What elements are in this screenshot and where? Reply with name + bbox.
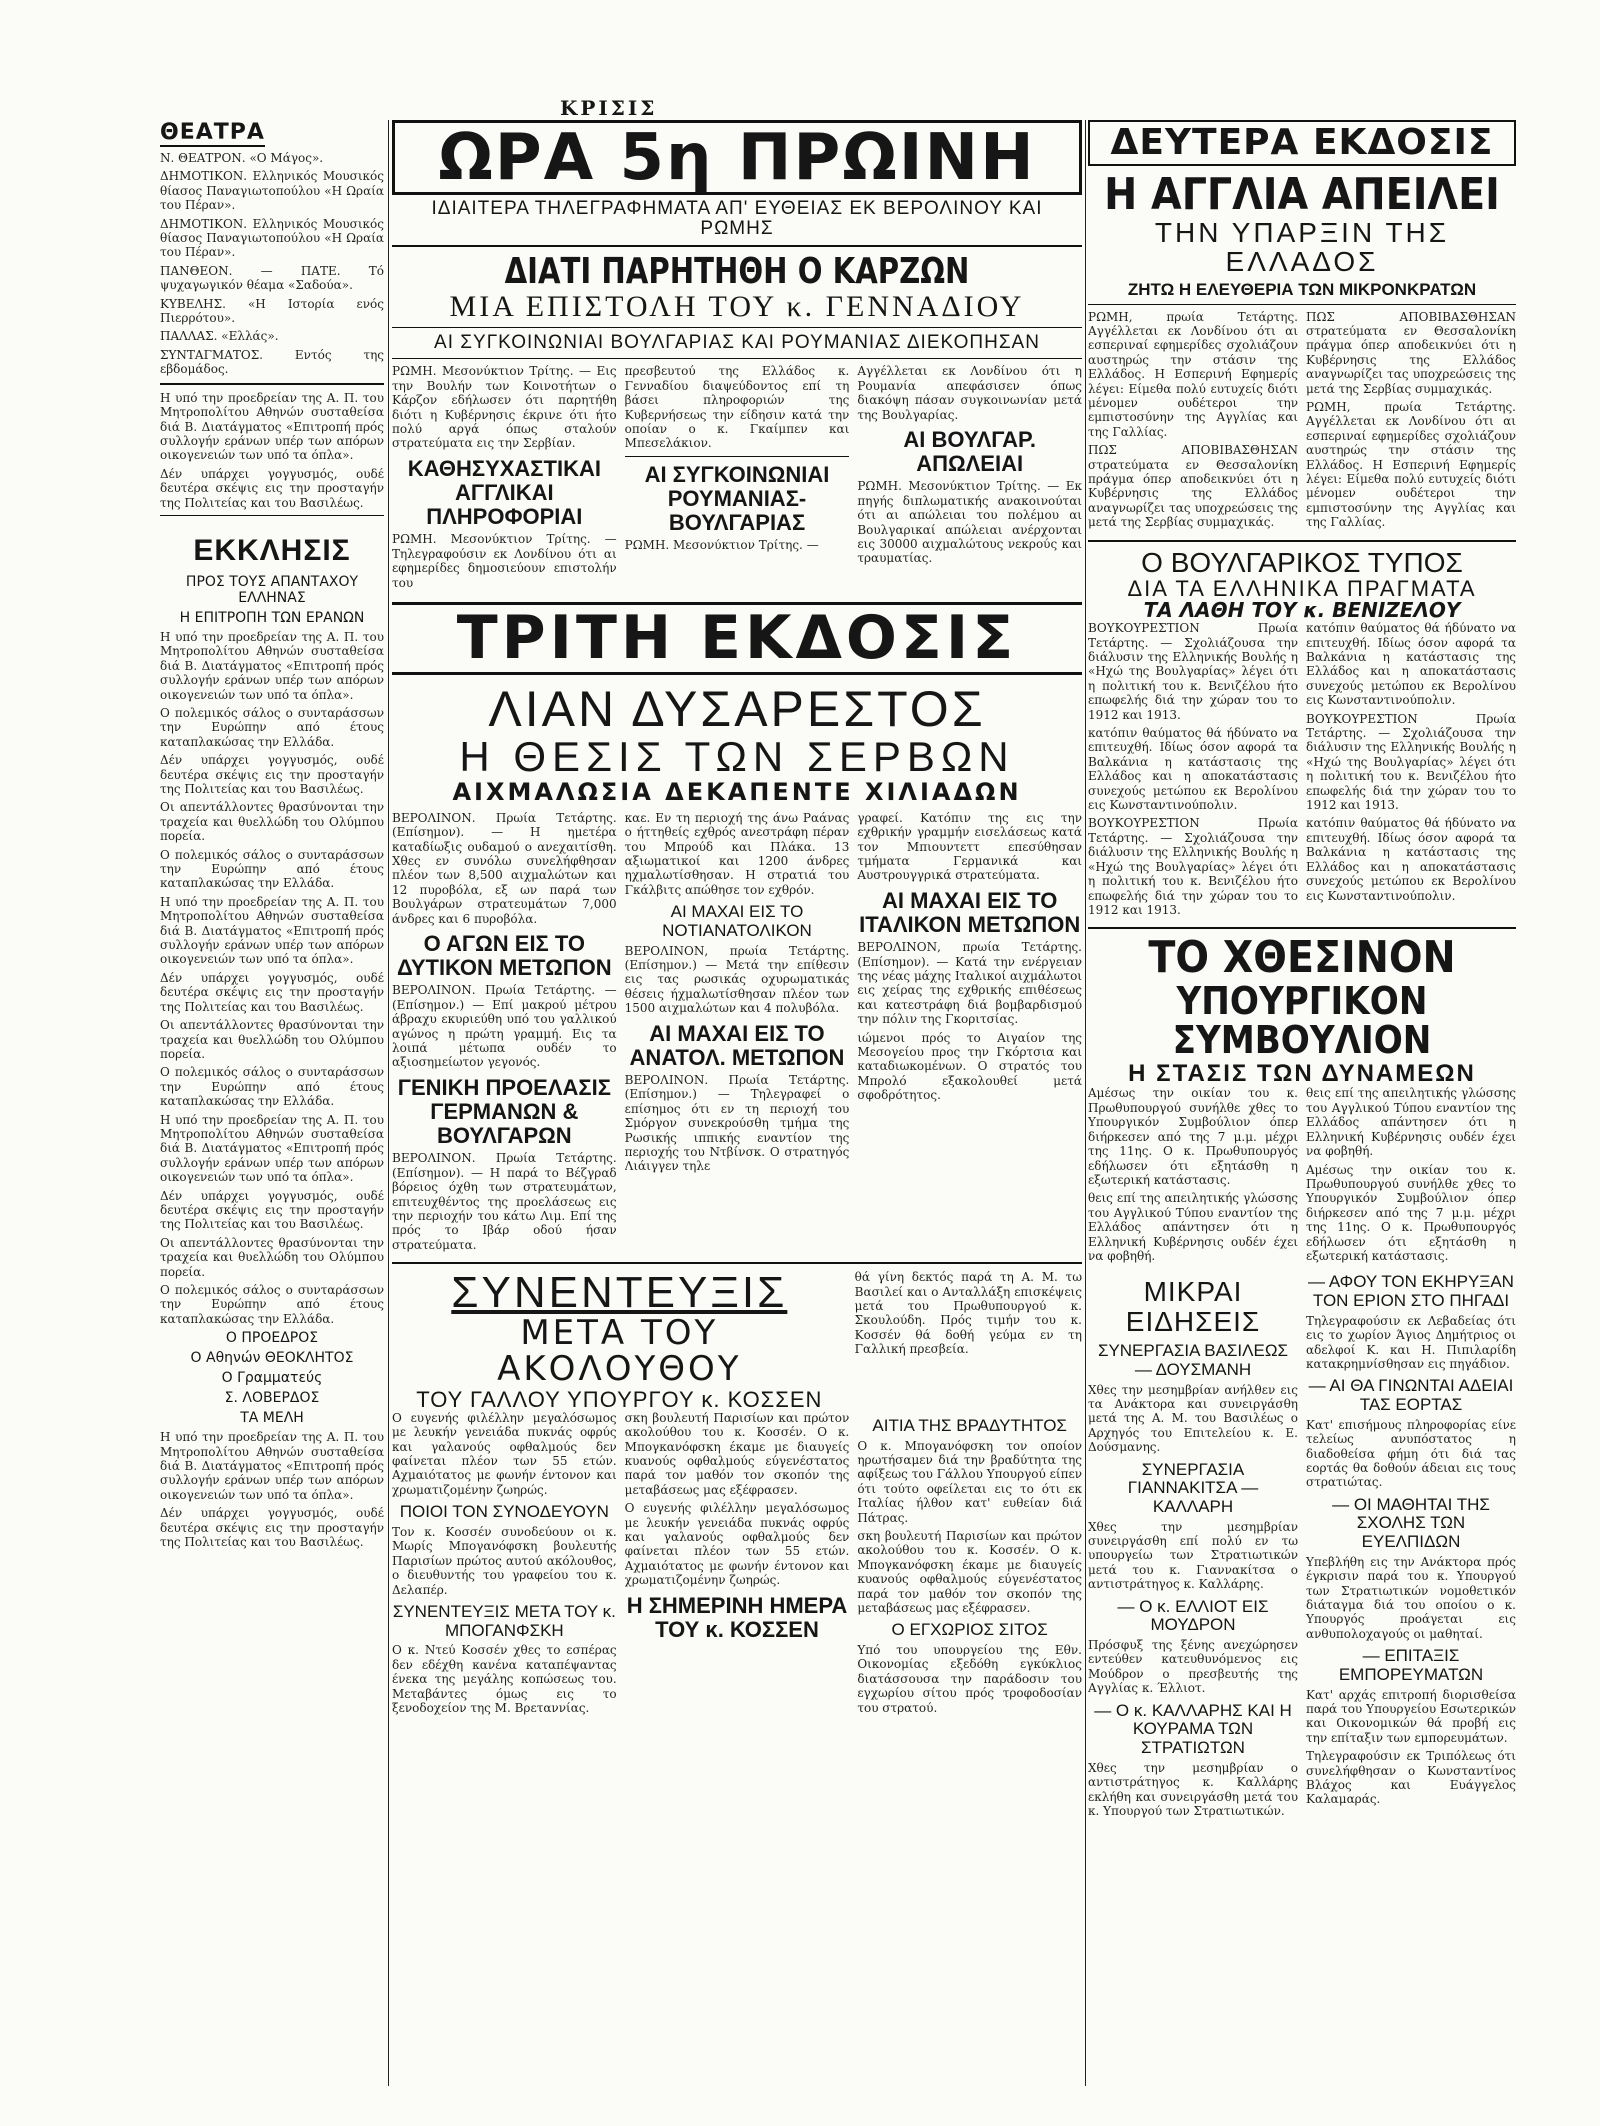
headline-forces-stance: Η ΣΤΑΣΙΣ ΤΩΝ ΔΥΝΑΜΕΩΝ [1128, 1060, 1476, 1088]
article-text: κατόπιν θαύματος θά ήδύνατο να επιτευχθή. Ιδίως όσον αφορά τα Βαλκάνια η κατάστασις της Ελλάδος και η αποκατάστασις συνεχούς μετώπου εκ Βερολίνου εις Κωνσταντινούπολιν. [1088, 726, 1298, 813]
news-grid-short [1088, 1267, 1516, 1822]
theatre-item: ΠΑΛΛΑΣ. «Ελλάς». [160, 329, 279, 344]
subhead-requisition: — ΕΠΙΤΑΞΙΣ ΕΜΠΟΡΕΥΜΑΤΩΝ [1338, 1646, 1484, 1684]
article-text: θεις επί της απειλητικής γλώσσης του Αγγλικού Τύπου εναντίον της Ελλάδος απάντησεν ότι η Ελληνική Κυβέρνησις ουδέν έχει να φοβηθή. [1088, 1191, 1298, 1263]
headline-bulgarian-press: Ο ΒΟΥΛΓΑΡΙΚΟΣ ΤΥΠΟΣ [1141, 546, 1463, 578]
news-grid-bulgarian [1088, 621, 1516, 921]
article-text: ΡΩΜΗ. Μεσονύκτιον Τρίτης. — Εις την Βουλήν των Κοινοτήτων ο Κάρζον εδήλωσεν ότι παρητήθη διότι η Κυβέρνησις έκρινε ότι ήτο πολύ αργά όπως σταλούν στρατεύματα εις την Σερβίαν. [392, 364, 617, 451]
article-text: ΒΟΥΚΟΥΡΕΣΤΙΟΝ Πρωία Τετάρτης. — Σχολιάζουσα την διάλυσιν της Ελληνικής Βουλής η «Ηχώ της Βουλγαρίας» λέγει ότι η πολιτική του κ. Βενιζέλου ήτο επωφελής διά την χώραν του το 1912 και 1913. [1306, 711, 1516, 813]
secretary-label: Ο Γραμματεύς [221, 1370, 323, 1387]
left-column [160, 120, 384, 2086]
headline-very-unfavorable: ΛΙΑΝ ΔΥΣΑΡΕΣΤΟΣ [488, 680, 986, 737]
headline-long-live: ΖΗΤΩ Η ΕΛΕΥΘΕΡΙΑ ΤΩΝ ΜΙΚΡΟΝΚΡΑΤΩΝ [1127, 279, 1477, 299]
article-text: Κατ' επισήμους πληροφορίας είνε τελείως ανυπόστατος η διαδοθείσα φήμη ότι διά τας εορτάς θα δοθούν άδειαι εις τους στρατιώτας. [1306, 1417, 1516, 1490]
interview-header-row [392, 1270, 1082, 1411]
subhead-well: — ΑΦΟΥ ΤΟΝ ΕΚΗΡΥΞΑΝ ΤΟΝ ΕΡΙΟΝ ΣΤΟ ΠΗΓΑΔΙ [1308, 1272, 1514, 1311]
article-text: Αμέσως την οικίαν του κ. Πρωθυπουργού συνήλθε χθες το Υπουργικόν Συμβούλιον όπερ διήρκεσεν από της 7 μ.μ. μέχρι της 11ης. Ο κ. Πρωθυπουργός εδήλωσεν ότι εξητάσθη η εξωτερική κατάστασις. [1306, 1162, 1516, 1263]
headline-eastern-front: ΑΙ ΜΑΧΑΙ ΕΙΣ ΤΟ ΑΝΑΤΟΛ. ΜΕΤΩΠΟΝ [629, 1020, 845, 1070]
president-label: Ο ΠΡΟΕΔΡΟΣ [225, 1330, 319, 1347]
headline-england-threatens: Η ΑΓΓΛΙΑ ΑΠΕΙΛΕΙ [1104, 168, 1500, 220]
article-text: Ο κ. Μπογανόφσκη τον οποίον ηρωτήσαμεν διά την βραδύτητα της αφίξεως του Γάλλου Υπουργού είπεν ότι τούτο οφείλεται εις το ότι εκ Ιταλίας ήλθον κατ' ευθείαν διά Πάτρας. [857, 1438, 1082, 1525]
article-text: Τηλεγραφούσιν εκ Λεβαδείας ότι εις το χωρίον Άγιος Δημήτριος οι αδελφοί Κ. και Η. Πιπιλαρίδη κατακρημνίσθησαν εις πηγάδιον. [1306, 1313, 1516, 1371]
appeal-text: Οι απεντάλλοντες θρασύνονται την τραχεία και θυελλώδη του Ολύμπου πορεία. [160, 800, 384, 844]
subhead-king: ΣΥΝΕΡΓΑΣΙΑ ΒΑΣΙΛΕΩΣ — ΔΟΥΣΜΑΝΗ [1097, 1341, 1289, 1379]
article-text: ΒΕΡΟΛΙΝΟΝ. Πρωία Τετάρτης. (Επίσημον). — Η ημετέρα καταδίωξις ουδαμού ο ανεχαιτίσθη. Χθες εν συνόλω συνελήφθησαν πλέον των 8,500 αιχμαλώτων και 12 πυροβόλα, εξ ων παρά των Βουλγάρων στρατευμάτων 7,000 άνδρες και 6 πυροβόλα. [392, 810, 617, 926]
headline-letter: ΜΙΑ ΕΠΙΣΤΟΛΗ ΤΟΥ κ. ΓΕΝΝΑΔΙΟΥ [449, 289, 1025, 323]
subhead-leaves: — ΑΙ ΘΑ ΓΙΝΩΝΤΑΙ ΑΔΕΙΑΙ ΤΑΣ ΕΟΡΤΑΣ [1308, 1376, 1514, 1415]
article-text: ΡΩΜΗ. Μεσονύκτιον Τρίτης. — Εκ πηγής διπλωματικής ανακοινούται ότι αι απώλειαι του πολέμου αι Βουλγαρικαί απώλειαι ανέρχονται εις 30000 αιχμαλώτους νεκρούς και τραυματίας. [857, 479, 1082, 566]
news-grid-war [392, 811, 1082, 1256]
appeal-text: Δέν υπάρχει γογγυσμός, ουδέ δευτέρα σκέψις εις την προσταγήν της Πολιτείας και του Βασιλέως. [160, 753, 384, 796]
headline-yesterdays: ΤΟ ΧΘΕΣΙΝΟΝ [1148, 932, 1456, 984]
divider [392, 358, 1082, 359]
headline-reassuring: ΚΑΘΗΣΥΧΑΣΤΙΚΑΙ ΑΓΓΛΙΚΑΙ ΠΛΗΡΟΦΟΡΙΑΙ [407, 455, 601, 530]
news-grid-interview [392, 1411, 1082, 1720]
article-text: ΒΟΥΚΟΥΡΕΣΤΙΟΝ Πρωία Τετάρτης. — Σχολιάζουσα την διάλυσιν της Ελληνικής Βουλής η «Ηχώ της Βουλγαρίας» λέγει ότι η πολιτική του κ. Βενιζέλου ήτο επωφελής διά την χώραν του το 1912 και 1913. [1088, 621, 1298, 722]
masthead: ΚΡΙΣΙΣ [560, 96, 658, 120]
headline-venizelos-mistakes: ΤΑ ΛΑΘΗ ΤΟΥ κ. ΒΕΝΙΖΕΛΟΥ [1143, 598, 1461, 623]
subhead-elliot: — Ο κ. ΕΛΛΙΟΤ ΕΙΣ ΜΟΥΔΡΟΝ [1117, 1596, 1269, 1635]
theatre-item: ΠΑΝΘΕΟΝ. — ΠΑΤΕ. Τό ψυχαγωγικόν θέαμα «Σαδούα». [160, 263, 384, 293]
headline-interview: ΣΥΝΕΝΤΕΥΞΙΣ [451, 1268, 788, 1318]
president-name: Ο Αθηνών ΘΕΟΚΛΗΤΟΣ [190, 1350, 354, 1367]
article-text: Κατ' αρχάς επιτροπή διορισθείσα παρά του Υπουργείου Εσωτερικών και Οικονομικών θά προβή εις την επίταξιν των εμπορευμάτων. [1306, 1687, 1516, 1745]
article-text: Χθες την μεσημβρίαν ο αντιστράτηγος κ. Καλλάρης εκλήθη και συνειργάσθη μετά του κ. Υπουργού των Στρατιωτικών. [1088, 1760, 1298, 1818]
article-text: Υπό του υπουργείου της Εθν. Οικονομίας εξεδόθη εγκύκλιος διατάσσουσα την παράδοσιν του εγχωρίου σίτου πρός τροφοδοσίαν του στρατού. [857, 1643, 1082, 1715]
appeal-text: Δέν υπάρχει γογγυσμός, ουδέ δευτέρα σκέψις εις την προσταγήν της Πολιτείας και του Βασιλέως. [160, 970, 384, 1014]
article-text: Αγγέλλεται εκ Λονδίνου ότι η Ρουμανία απεφάσισεν όπως διακόψη πάσαν συγκοινωνίαν μετά της Βουλγαρίας. [857, 364, 1082, 422]
article-text: ιώμενοι πρός το Αιγαίον της Μεσογείου προς την Γκόρτσια και καταδιωκομένων. Ο στρατός του Μπρολό εξακολουθεί μετά σφοδρότητος. [857, 1030, 1082, 1103]
theatre-item: ΚΥΒΕΛΗΣ. «Η Ιστορία ενός Πιερρότου». [160, 296, 384, 326]
article-text: Ο ευγενής φιλέλλην μεγαλόσωμος με λευκήν γενειάδα πυκνάς οφρύς και γαλανούς οφθαλμούς δεν φαίνεται πλέον των 55 ετών. Αχμαιότατος με φωνήν έντονον και χρωματιζομένην ζωηρώς. [624, 1501, 850, 1588]
theatre-item: ΔΗΜΟΤΙΚΟΝ. Ελληνικός Μουσικός θίασος Παναγιωτοπούλου «Η Ωραία του Πέραν». [160, 169, 384, 213]
headline-second-edition: ΔΕΥΤΕΡΑ ΕΚΔΟΣΙΣ [1088, 120, 1516, 166]
theatre-item: Ν. ΘΕΑΤΡΟΝ. «Ο Μάγος». [160, 151, 324, 165]
appeal-text: Ο πολεμικός σάλος ο συνταράσσων την Ευρώπην από έτους καταπλακώσας την Ελλάδα. [160, 705, 384, 749]
headline-interview-mpog: ΣΥΝΕΝΤΕΥΞΙΣ ΜΕΤΑ ΤΟΥ κ. ΜΠΟΓΑΝΦΣΚΗ [392, 1601, 616, 1640]
headline-escorts: ΠΟΙΟΙ ΤΟΝ ΣΥΝΟΔΕΥΟΥΝ [399, 1502, 609, 1522]
news-grid-cabinet [1088, 1086, 1516, 1267]
headline-karzon: ΔΙΑΤΙ ΠΑΡΗΤΗΘΗ Ο ΚΑΡΖΩΝ [504, 251, 970, 293]
headline-bulgarian-losses: ΑΙ ΒΟΥΛΓΑΡ. ΑΠΩΛΕΙΑΙ [903, 426, 1036, 477]
article-text: ΒΕΡΟΛΙΝΟΝ. Πρωία Τετάρτης. (Επίσημον). — Η παρά το Βέζγραδ βόρειος όχθη των στρατευμάτων, επιτευχθέντος της προελάσεως εις την περιοχήν του κάτω Λιμ. Επί της πρός το Ιβάρ οδού ήσαν στρατεύματα. [392, 1151, 617, 1252]
article-text: ΠΩΣ ΑΠΟΒΙΒΑΣΘΗΣΑΝ στρατεύματα εν Θεσσαλονίκη πράγμα όπερ αποδεικνύει ότι η Κυβέρνησις της Ελλάδος αναγνωρίζει τας υποχρεώσεις της μετά της Σερβίας συμμαχικάς. [1088, 443, 1298, 530]
article-text: πρεσβευτού της Ελλάδος κ. Γενναδίου διαψεύδοντος επί τη βάσει πληροφοριών της Κυβερνήσεως την είδησιν κατά την οποίαν ο κ. Γκαίμπεν και Μπεσελάκιον. [624, 364, 850, 451]
headline-western-front: Ο ΑΓΩΝ ΕΙΣ ΤΟ ΔΥΤΙΚΟΝ ΜΕΤΩΠΟΝ [397, 930, 612, 981]
article-text: ΒΕΡΟΛΙΝΟΝ. Πρωία Τετάρτης. (Επίσημον.) — Τηλεγραφεί ο επίσημος ότι εν τη περιοχή του Σμόργον συνεκρούσθη τμήμα της Ρωσικής ιππικής εναντίον της περιοχής του Ντβίνσκ. Ο στρατηγός Λιάιγγεν τηλε [624, 1072, 850, 1174]
subheadline-telegrams: ΙΔΙΑΙΤΕΡΑ ΤΗΛΕΓΡΑΦΗΜΑΤΑ ΑΠ' ΕΥΘΕΙΑΣ ΕΚ ΒΕΡΟΛΙΝΟΥ ΚΑΙ ΡΩΜΗΣ [431, 198, 1043, 240]
subhead-giannakitsa: ΣΥΝΕΡΓΑΣΙΑ ΓΙΑΝΝΑΚΙΤΣΑ — ΚΑΛΛΑΡΗ [1127, 1459, 1259, 1516]
headline-today-kossen: Η ΣΗΜΕΡΙΝΗ ΗΜΕΡΑ ΤΟΥ κ. ΚΟΣΣΕΝ [626, 1592, 848, 1642]
divider [1088, 540, 1516, 542]
article-text: γραφεί. Κατόπιν της εις την εχθρικήν γραμμήν εισελάσεως κατά τον Μπιουντεττ επεσύθησαν τμήματα Γερμανικά και Αυστρουγγρικά στρατεύματα. [857, 810, 1082, 883]
article-text: Χθες την μεσημβρίαν συνειργάσθη επί πολύ εν τω υπουργείω των Στρατιωτικών μετά του κ. Γιαννακίτσα ο αντιστράτηγος κ. Καλλάρης. [1088, 1519, 1298, 1592]
appeal-text: Οι απεντάλλοντες θρασύνονται την τραχεία και θυελλώδη του Ολύμπου πορεία. [160, 1235, 384, 1279]
article-text: ΒΕΡΟΛΙΝΟΝ. Πρωία Τετάρτης. — (Επίσημον.) — Επί μακρού μέτρου άβραχυ εκυριεύθη υπό του γαλλικού αγώνος η πρώτη γραμμή. Εις τα λοιπά μέτωπα ουδέν το αξιοσημείωτον γεγονός. [392, 983, 617, 1070]
headline-romania-bulgaria: ΑΙ ΣΥΓΚΟΙΝΩΝΙΑΙ ΡΟΥΜΑΝΙΑΣ-ΒΟΥΛΓΑΡΙΑΣ [644, 461, 830, 536]
subhead-kallaris: — Ο κ. ΚΑΛΛΑΡΗΣ ΚΑΙ Η ΚΟΥΡΑΜΑ ΤΩΝ ΣΤΡΑΤΙΩΤΩΝ [1094, 1700, 1292, 1757]
appeal-text: Ο πολεμικός σάλος ο συνταράσσων την Ευρώπην από έτους καταπλακώσας την Ελλάδα. [160, 1283, 384, 1326]
article-text: Αμέσως την οικίαν του κ. Πρωθυπουργού συνήλθε χθες το Υπουργικόν Συμβούλιον όπερ διήρκεσεν από της 7 μ.μ. μέχρι της 11ης. Ο κ. Πρωθυπουργός εδήλωσεν ότι εξητάσθη η εξωτερική κατάστασις. [1088, 1086, 1298, 1187]
headline-southeast: ΑΙ ΜΑΧΑΙ ΕΙΣ ΤΟ ΝΟΤΙΑΝΑΤΟΛΙΚΟΝ [662, 902, 812, 940]
headline-serbs: Η ΘΕΣΙΣ ΤΩΝ ΣΕΡΒΩΝ [459, 733, 1015, 781]
headline-captivity: ΑΙΧΜΑΛΩΣΙΑ ΔΕΚΑΠΕΝΤΕ ΧΙΛΙΑΔΩΝ [452, 777, 1022, 806]
headline-communications: ΑΙ ΣΥΓΚΟΙΝΩΝΙΑΙ ΒΟΥΛΓΑΡΙΑΣ ΚΑΙ ΡΟΥΜΑΝΙΑΣ ΔΙΕΚΟΠΗΣΑΝ [434, 332, 1040, 354]
article-text: Χθες την μεσημβρίαν ανήλθεν εις τα Ανάκτορα και συνειργάσθη μετά της Α. Μ. του Βασιλέως ο Αρχηγός του Επιτελείου κ. Ε. Δούσμανης. [1088, 1382, 1298, 1455]
secretary-name: Σ. ΛΟΒΕΡΔΟΣ [224, 1390, 320, 1407]
article-text: σκη βουλευτή Παρισίων και πρώτον ακολούθου του κ. Κοσσέν. Ο κ. Μπογκανόφσκη έκαμε με διαυγείς κυανούς οφθαλμούς εύγενέστατος παρά τον μαθόν τον σκοπόν της μεταβάσεως μας εξέφρασεν. [857, 1528, 1082, 1615]
headline-italian-front: ΑΙ ΜΑΧΑΙ ΕΙΣ ΤΟ ΙΤΑΛΙΚΟΝ ΜΕΤΩΠΟΝ [859, 887, 1081, 937]
appeal-text: Δέν υπάρχει γογγυσμός, ουδέ δευτέρα σκέψις εις την προσταγήν της Πολιτείας και του Βασιλέως. [160, 1188, 384, 1232]
center-column [392, 120, 1082, 2086]
article-text: ΒΟΥΚΟΥΡΕΣΤΙΟΝ Πρωία Τετάρτης. — Σχολιάζουσα την διάλυσιν της Ελληνικής Βουλής η «Ηχώ της Βουλγαρίας» λέγει ότι η πολιτική του κ. Βενιζέλου ήτο επωφελής διά την χώραν του το 1912 και 1913. [1088, 816, 1298, 917]
headline-with-attache: ΜΕΤΑ ΤΟΥ ΑΚΟΛΟΥΘΟΥ [497, 1313, 742, 1390]
news-grid-anglia [1088, 310, 1516, 534]
divider [392, 245, 1082, 247]
appeal-subtitle: ΠΡΟΣ ΤΟΥΣ ΑΠΑΝΤΑΧΟΥ ΕΛΛΗΝΑΣ [185, 573, 359, 606]
divider [392, 1262, 1082, 1264]
article-text: ΡΩΜΗ, πρωία Τετάρτης. Αγγέλλεται εκ Λονδίνου ότι αι εσπεριναί εφημερίδες σχολιάζουν αυστηρώς την στάσιν της Ελλάδος. Η Εσπερινή Εφημερίς λέγει: Είμεθα πολύ ευτυχείς διότι μένομεν ουδέτεροι την εμπιστοσύνην της Αγγλίας και της Γαλλίας. [1088, 309, 1298, 439]
members-label: ΤΑ ΜΕΛΗ [240, 1410, 304, 1427]
appeal-committee: Η ΕΠΙΤΡΟΠΗ ΤΩΝ ΕΡΑΝΩΝ [179, 609, 365, 626]
appeal-text: Η υπό την προεδρείαν της Α. Π. του Μητροπολίτου Αθηνών συσταθείσα διά Β. Διατάγματος «Επιτροπή πρός συλλογήν εράνων υπέρ των απόρων οικογενειών των υπό τα όπλα». [160, 629, 384, 702]
headline-third-edition: ΤΡΙΤΗ ΕΚΔΟΣΙΣ [392, 602, 1082, 675]
headline-greek-affairs: ΔΙΑ ΤΑ ΕΛΛΗΝΙΚΑ ΠΡΑΓΜΑΤΑ [1127, 576, 1477, 602]
theatre-item: ΣΥΝΤΑΓΜΑΤΟΣ. Εντός της εβδομάδος. [160, 347, 384, 377]
appeal-text: Η υπό την προεδρείαν της Α. Π. του Μητροπολίτου Αθηνών συσταθείσα διά Β. Διατάγματος «Επιτροπή πρός συλλογήν εράνων υπέρ των απόρων οικογενειών των υπό τα όπλα». [160, 1112, 384, 1185]
news-grid-top [392, 364, 1082, 594]
column-rule [388, 120, 389, 2086]
headline-short-news: ΜΙΚΡΑΙ ΕΙΔΗΣΕΙΣ [1125, 1276, 1261, 1337]
headline-ora: ΩΡΑ 5η ΠΡΩΙΝΗ [392, 120, 1082, 195]
article-text: ΒΕΡΟΛΙΝΟΝ, πρωία Τετάρτης. (Επίσημον.) — Μετά την επίθεσιν εις τας ρωσικάς οχυρωματικάς θέσεις ήχμαλωτίσθησαν πλέον των 1500 αιχμαλώτων και 4 πολυβόλα. [624, 943, 850, 1016]
article-text: ΠΩΣ ΑΠΟΒΙΒΑΣΘΗΣΑΝ στρατεύματα εν Θεσσαλονίκη πράγμα όπερ αποδεικνύει ότι η Κυβέρνησις της Ελλάδος αναγνωρίζει τας υποχρεώσεις της μετά της Σερβίας συμμαχικάς. [1306, 309, 1516, 396]
article-text: κατόπιν θαύματος θά ήδύνατο να επιτευχθή. Ιδίως όσον αφορά τα Βαλκάνια η κατάστασις της Ελλάδος και η αποκατάστασις συνεχούς μετώπου εκ Βερολίνου εις Κωνσταντινούπολιν. [1306, 816, 1516, 903]
article-text: Τηλεγραφούσιν εκ Τριπόλεως ότι συνελήφθησαν ο Κωνσταντίνος Βλάχος και Ευάγγελος Καλαμαράς. [1306, 1749, 1516, 1807]
appeal-text: Ο πολεμικός σάλος ο συνταράσσων την Ευρώπην από έτους καταπλακώσας την Ελλάδα. [160, 847, 384, 891]
article-text: Πρόσφυξ της ξένης ανεχώρησεν εντεύθεν κατευθυνόμενος εις Μούδρον ο πρεσβευτής της Αγγλίας κ. Έλλιοτ. [1088, 1638, 1298, 1696]
right-column [1088, 120, 1516, 2086]
headline-domestic-wheat: Ο ΕΓΧΩΡΙΟΣ ΣΙΤΟΣ [891, 1620, 1048, 1640]
article-text: Ο ευγενής φιλέλλην μεγαλόσωμος με λευκήν γενειάδα πυκνάς οφρύς και γαλανούς οφθαλμούς δεν φαίνεται πλέον των 55 ετών. Αχμαιότατος με φωνήν έντονον και χρωματιζομένην ζωηρώς. [392, 1410, 617, 1497]
article-text: ΡΩΜΗ. Μεσονύκτιον Τρίτης. — [624, 538, 819, 553]
theatre-section [160, 120, 384, 377]
divider [392, 327, 1082, 328]
article-text: ΡΩΜΗ, πρωία Τετάρτης. Αγγέλλεται εκ Λονδίνου ότι αι εσπεριναί εφημερίδες σχολιάζουν αυστηρώς την στάσιν της Ελλάδος. Η Εσπερινή Εφημερίς λέγει: Είμεθα πολύ ευτυχείς διότι μένομεν ουδέτεροι την εμπιστοσύνην της Αγγλίας και της Γαλλίας. [1306, 400, 1516, 530]
article-text: σκη βουλευτή Παρισίων και πρώτον ακολούθου του κ. Κοσσέν. Ο κ. Μπογκανόφσκη έκαμε με διαυγείς κυανούς οφθαλμούς εύγενέστατος παρά τον μαθόν τον σκοπόν της μεταβάσεως μας εξέφρασεν. [624, 1410, 850, 1497]
divider [625, 456, 850, 457]
article-text: καε. Εν τη περιοχή της άνω Ραάνας ο ήττηθείς εχθρός ανεστράφη πέραν του Μπρούδ και Πλάκα. 13 αξιωματικοί και 1200 άνδρες ηχμαλωτίσθησαν. Η στρατιά του Γκάλβιτς απώθησε τον εχθρόν. [624, 810, 850, 897]
headline-delay-reason: ΑΙΤΙΑ ΤΗΣ ΒΡΑΔΥΤΗΤΟΣ [872, 1415, 1067, 1435]
appeal-text: Η υπό την προεδρείαν της Α. Π. του Μητροπολίτου Αθηνών συσταθείσα διά Β. Διατάγματος «Επιτροπή πρός συλλογήν εράνων υπέρ των απόρων οικογενειών των υπό τα όπλα». [160, 894, 384, 967]
subhead-cadets: — ΟΙ ΜΑΘΗΤΑΙ ΤΗΣ ΣΧΟΛΗΣ ΤΩΝ ΕΥΕΛΠΙΔΩΝ [1332, 1494, 1490, 1552]
appeal-section [160, 534, 384, 1550]
article-text: ΒΕΡΟΛΙΝΟΝ, πρωία Τετάρτης. (Επίσημον). — Κατά την ενέργειαν της νέας μάχης Ιταλικοί αιχμάλωτοι εις χείρας της εχθρικής επιθέσεως και κατεστράφη διά βομβαρδισμού την πόλιν της Γκοριτσίας. [857, 940, 1082, 1027]
appeal-text: Δέν υπάρχει γογγυσμός, ουδέ δευτέρα σκέψις εις την προσταγήν της Πολιτείας και του Βασιλέως. [160, 1506, 384, 1550]
headline-cabinet-council: ΥΠΟΥΡΓΙΚΟΝ ΣΥΜΒΟΥΛΙΟΝ [1172, 978, 1432, 1063]
divider [160, 515, 384, 516]
article-text: θεις επί της απειλητικής γλώσσης του Αγγλικού Τύπου εναντίον της Ελλάδος απάντησεν ότι η Ελληνική Κυβέρνησις ουδέν έχει να φοβηθή. [1306, 1086, 1516, 1159]
column-rule [1085, 120, 1086, 2086]
appeal-title: ΕΚΚΛΗΣΙΣ [193, 533, 351, 567]
divider [1088, 304, 1516, 305]
article-text: Ο κ. Ντεύ Κοσσέν χθες το εσπέρας δεν εδέχθη κανένα καταπέψαντας ένεκα της μεγάλης κοπώσεως του. Μεταβάντες όμως εις το ξενοδοχείον της Μ. Βρεταννίας. [392, 1643, 617, 1715]
appeal-text: Η υπό την προεδρείαν της Α. Π. του Μητροπολίτου Αθηνών συσταθείσα διά Β. Διατάγματος «Επιτροπή πρός συλλογήν εράνων υπέρ των απόρων οικογενειών των υπό τα όπλα». [160, 1430, 384, 1502]
headline-existence-greece: ΤΗΝ ΥΠΑΡΞΙΝ ΤΗΣ ΕΛΛΑΔΟΣ [1154, 216, 1450, 278]
body-text: Δέν υπάρχει γογγυσμός, ουδέ δευτέρα σκέψις εις την προσταγήν της Πολιτείας και του Βασιλέως. [160, 466, 384, 510]
article-text: Υπεβλήθη εις την Ανάκτορα πρός έγκρισιν παρά του κ. Υπουργού των Στρατιωτικών νομοθετικόν διάταγμα διά του οποίου ο κ. Υπουργός προάγεται εις ανθυπολοχαγούς οι μαθηταί. [1306, 1554, 1516, 1641]
appeal-text: Οι απεντάλλοντες θρασύνονται την τραχεία και θυελλώδη του Ολύμπου πορεία. [160, 1018, 384, 1061]
headline-general-advance: ΓΕΝΙΚΗ ΠΡΟΕΛΑΣΙΣ ΓΕΡΜΑΝΩΝ & ΒΟΥΛΓΑΡΩΝ [397, 1074, 611, 1149]
headline-french-minister: ΤΟΥ ΓΑΛΛΟΥ ΥΠΟΥΡΓΟΥ κ. ΚΟΣΣΕΝ [416, 1386, 823, 1412]
body-text: Η υπό την προεδρείαν της Α. Π. του Μητροπολίτου Αθηνών συσταθείσα διά Β. Διατάγματος «Επιτροπή πρός συλλογήν εράνων υπέρ των απόρων οικογενειών των υπό τα όπλα». [160, 390, 384, 463]
article-text: κατόπιν θαύματος θά ήδύνατο να επιτευχθή. Ιδίως όσον αφορά τα Βαλκάνια η κατάστασις της Ελλάδος και η αποκατάστασις συνεχούς μετώπου εκ Βερολίνου εις Κωνσταντινούπολιν. [1306, 621, 1516, 708]
article-text: Τον κ. Κοσσέν συνοδεύουν οι κ. Μωρίς Μπογανόφσκη βουλευτής Παρισίων πρώτος αυτού ακόλουθος, ο διευθυντής του γραφείου του κ. Δελαπέρ. [392, 1524, 617, 1597]
theatre-item: ΔΗΜΟΤΙΚΟΝ. Ελληνικός Μουσικός θίασος Παναγιωτοπούλου «Η Ωραία του Πέραν». [160, 216, 384, 260]
theatre-title: ΘΕΑΤΡΑ [160, 120, 265, 145]
divider [1088, 927, 1516, 929]
appeal-text: Ο πολεμικός σάλος ο συνταράσσων την Ευρώπην από έτους καταπλακώσας την Ελλάδα. [160, 1065, 384, 1109]
divider [160, 383, 384, 385]
article-text: ΡΩΜΗ. Μεσονύκτιον Τρίτης. — Τηλεγραφούσιν εκ Λονδίνου ότι αι εφημερίδες δημοσιεύουν επιστολήν του [392, 532, 617, 590]
article-text: θά γίνη δεκτός παρά τη Α. Μ. τω Βασιλεί και ο Ανταλλάξη επισκέψεις μετά του Πρωθυπουργού κ. Σκουλούδη. Πρός τιμήν του κ. Κοσσέν θά δοθή γεύμα εν τη Γαλλική πρεσβεία. [854, 1270, 1082, 1357]
